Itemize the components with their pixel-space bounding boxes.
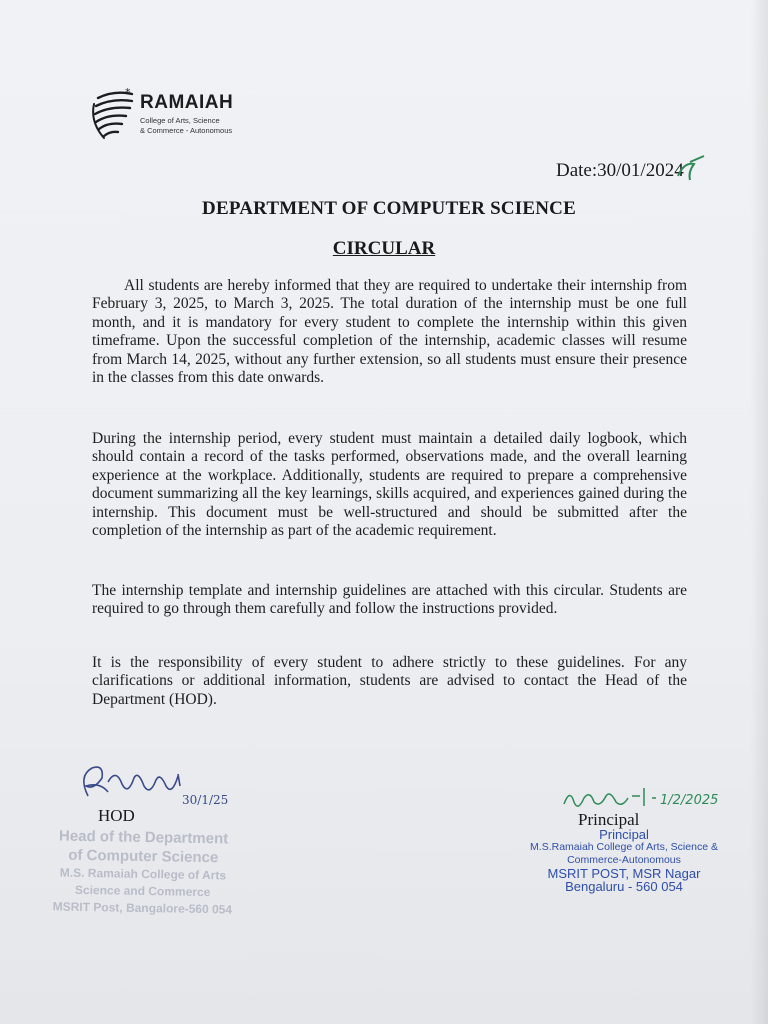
hod-stamp	[17, 826, 269, 919]
principal-stamp-line1: Principal	[599, 827, 649, 842]
logo-wordmark: RAMAIAH	[140, 92, 234, 113]
date-correction-mark	[672, 152, 708, 186]
paragraph-logbook: During the internship period, every student must maintain a detailed daily logbook, which should contain a record of the tasks performed, observations made, and the overall learning experience at the workplace. Additionally, students are required to prepare a comprehensive document summarizing all the key learnings, skills acquired, and experiences gained during the internship. This document must be well-structured and should be submitted after the completion of the internship as part of the academic requirement.	[92, 430, 687, 540]
hod-stamp-line3: M.S. Ramaiah College of Arts	[59, 865, 227, 883]
hod-stamp-line4: Science and Commerce	[74, 882, 211, 900]
hod-label: HOD	[98, 806, 135, 825]
paragraph-template: The internship template and internship guidelines are attached with this circular. Students are required to go through them carefully and follow the instructions provided.	[92, 582, 687, 618]
hod-stamp-line1: Head of the Department	[58, 827, 229, 848]
paragraph-internship-dates: All students are hereby informed that they are required to undertake their internship from February 3, 2025, to March 3, 2025. The total duration of the internship must be one full month, and it is mandatory for every student to complete the internship within this given timeframe. Upon the successful completion of the internship, academic classes will resume from March 14, 2025, without any further extension, so all students must ensure their presence in the classes from this date onwards.	[92, 277, 687, 387]
circular-date: Date:30/01/2024	[556, 160, 684, 181]
principal-label: Principal	[578, 810, 640, 829]
college-logo	[92, 86, 282, 142]
principal-stamp-line2: M.S.Ramaiah College of Arts, Science &	[530, 841, 718, 853]
logo-subtitle-line2: & Commerce - Autonomous	[140, 126, 233, 135]
principal-stamp-line5: Bengaluru - 560 054	[565, 879, 683, 894]
hod-signature	[74, 756, 264, 812]
principal-stamp-line3: Commerce-Autonomous	[567, 854, 681, 866]
paragraph-responsibility: It is the responsibility of every student to adhere strictly to these guidelines. For any clarifications or additional information, students are advised to contact the Head of the Department (HOD).	[92, 654, 687, 708]
principal-stamp-line4: MSRIT POST, MSR Nagar	[547, 866, 701, 881]
circular-heading: CIRCULAR	[332, 238, 436, 259]
principal-stamp	[512, 828, 736, 893]
logo-subtitle-line1: College of Arts, Science	[140, 116, 220, 125]
ramaiah-logo-icon	[92, 86, 138, 142]
department-title: DEPARTMENT OF COMPUTER SCIENCE	[202, 198, 576, 219]
hod-signature-block	[74, 756, 264, 825]
principal-signature-date: 1/2/2025	[660, 793, 719, 808]
hod-stamp-line5: MSRIT Post, Bangalore-560 054	[52, 899, 233, 917]
hod-stamp-line2: of Computer Science	[68, 846, 219, 867]
hod-signature-date: 30/1/25	[182, 793, 229, 807]
svg-text:*: *	[125, 86, 131, 99]
